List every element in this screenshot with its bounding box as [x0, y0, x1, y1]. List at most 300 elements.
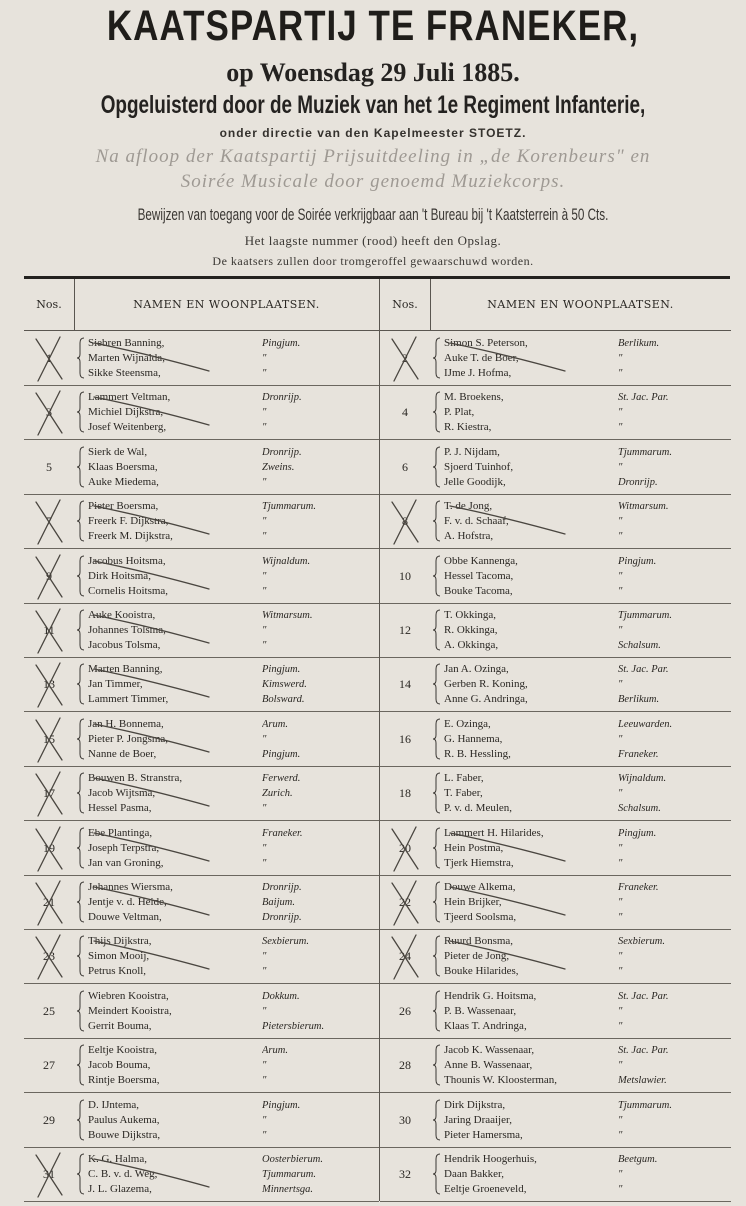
player-names — [88, 1043, 258, 1088]
player-names — [444, 499, 614, 544]
table-row — [380, 875, 731, 930]
player-name: Jacob Bouma, — [88, 1059, 151, 1072]
player-names — [444, 880, 614, 925]
player-name: D. IJntema, — [88, 1098, 140, 1111]
player-place: Tjummarum. — [618, 1099, 672, 1111]
player-names — [444, 934, 614, 979]
brace-icon — [76, 935, 86, 977]
player-places — [262, 336, 367, 381]
player-place: Dokkum. — [262, 990, 300, 1002]
player-name: A. Okkinga, — [444, 639, 499, 651]
players-table — [24, 276, 730, 1201]
player-name: Hessel Tacoma, — [444, 569, 514, 582]
player-name: Tjeerd Soolsma, — [444, 911, 517, 923]
player-name: M. Broekens, — [444, 391, 504, 404]
player-name: Auke Miedema, — [88, 475, 159, 488]
player-place: Pingjum. — [262, 748, 301, 760]
player-places — [618, 445, 723, 490]
player-name: Jan Timmer, — [88, 678, 143, 691]
player-place: Oosterbierum. — [262, 1154, 323, 1165]
player-place: " — [262, 1060, 267, 1072]
player-place: " — [262, 368, 267, 379]
player-name: Wiebren Kooistra, — [88, 989, 169, 1002]
player-places — [262, 499, 367, 544]
table-row — [24, 1093, 379, 1148]
brace-icon — [76, 881, 86, 923]
poster-title: KAATSPARTIJ TE FRANEKER, — [106, 2, 640, 50]
player-name: Ebe Plantinga, — [88, 826, 153, 839]
player-names — [88, 445, 258, 490]
player-place: Dronrijp. — [618, 476, 658, 488]
column-header-names: NAMEN EN WOONPLAATSEN. — [133, 298, 320, 311]
column-header-names: NAMEN EN WOONPLAATSEN. — [487, 298, 674, 311]
player-place: Sexbierum. — [618, 936, 665, 948]
player-place: Schalsum. — [618, 803, 661, 815]
brace-icon — [76, 718, 86, 760]
player-name: Klaas T. Andringa, — [444, 1019, 527, 1032]
player-place: " — [618, 733, 623, 745]
player-name: Bouke Tacoma, — [444, 584, 513, 597]
player-place: Arum. — [262, 1045, 288, 1057]
player-place: " — [262, 966, 267, 978]
right-column — [379, 279, 731, 1201]
brace-icon — [76, 1153, 86, 1195]
player-places — [618, 934, 723, 979]
player-name: Gerben R. Koning, — [444, 678, 528, 691]
player-place: " — [262, 733, 267, 745]
player-name: G. Hannema, — [444, 732, 503, 745]
player-name: T. de Jong, — [444, 500, 493, 513]
brace-icon — [432, 391, 442, 433]
player-place: " — [618, 966, 623, 978]
player-place: Zweins. — [262, 461, 295, 473]
table-row — [380, 603, 731, 658]
player-name: Douwe Alkema, — [444, 881, 516, 893]
brace-icon — [432, 881, 442, 923]
player-name: Johannes Tolsma, — [88, 624, 166, 636]
player-places — [618, 390, 723, 435]
player-places — [618, 1043, 723, 1088]
entry-number: 15 — [43, 731, 55, 746]
entry-number: 16 — [399, 731, 411, 746]
soiree-line: Soirée Musicale door genoemd Muziekcorps. — [180, 171, 566, 192]
player-name: Simon S. Peterson, — [444, 337, 528, 349]
player-places — [618, 1098, 723, 1143]
brace-icon — [432, 663, 442, 705]
player-place: " — [618, 422, 623, 434]
player-name: A. Hofstra, — [444, 530, 494, 543]
player-names — [88, 390, 258, 435]
player-name: Anne G. Andringa, — [444, 693, 528, 706]
entry-number: 22 — [399, 895, 411, 909]
entry-number: 12 — [399, 623, 411, 637]
entry-number: 9 — [46, 568, 52, 583]
player-place: Wijnaldum. — [262, 555, 311, 567]
player-name: Josef Weitenberg, — [88, 421, 167, 434]
player-place: " — [262, 407, 267, 419]
player-name: Jaring Draaijer, — [444, 1113, 512, 1126]
entry-number: 18 — [399, 786, 411, 801]
player-places — [262, 608, 367, 653]
player-places — [262, 445, 367, 490]
player-name: Rintje Boersma, — [88, 1074, 160, 1087]
table-row — [380, 657, 731, 712]
entry-number: 23 — [43, 949, 55, 964]
table-row — [24, 875, 379, 930]
player-name: P. v. d. Meulen, — [444, 802, 513, 815]
player-place: " — [618, 897, 623, 908]
brace-icon — [76, 609, 86, 651]
entry-number: 21 — [43, 895, 55, 909]
table-row — [380, 984, 731, 1039]
player-place: " — [262, 516, 267, 528]
player-name: Jan H. Bonnema, — [88, 717, 164, 730]
player-names — [88, 336, 258, 381]
player-name: Jan van Groning, — [88, 856, 164, 869]
player-name: Anne B. Wassenaar, — [444, 1059, 533, 1072]
entry-number: 31 — [43, 1167, 55, 1181]
entry-number: 20 — [399, 840, 411, 855]
player-place: " — [618, 353, 623, 364]
poster-header — [0, 0, 746, 272]
player-places — [262, 1098, 367, 1143]
tickets-line: Bewijzen van toegang voor de Soirée verkrijgbaar aan 't Bureau bij 't Kaatsterrein à 50 Cts. — [137, 205, 609, 224]
table-row — [380, 331, 731, 386]
player-place: " — [262, 1129, 267, 1141]
player-place: Baijum. — [262, 897, 295, 908]
player-name: Eeltje Kooistra, — [88, 1044, 158, 1057]
table-row — [380, 1093, 731, 1148]
player-names — [88, 771, 258, 816]
player-name: IJme J. Hofma, — [444, 367, 512, 379]
player-name: Auke Kooistra, — [88, 609, 156, 621]
player-name: Hendrik Hoogerhuis, — [444, 1153, 537, 1165]
player-name: P. Plat, — [444, 406, 475, 419]
entry-number: 10 — [399, 568, 411, 583]
player-place: Pingjum. — [262, 1099, 301, 1111]
player-name: R. Kiestra, — [444, 421, 492, 434]
player-places — [262, 717, 367, 762]
player-name: Lammert H. Hilarides, — [444, 826, 544, 839]
player-places — [262, 880, 367, 925]
warning-line: De kaatsers zullen door tromgeroffel gewaarschuwd worden. — [212, 254, 534, 268]
player-place: " — [618, 516, 623, 528]
entry-number: 5 — [46, 459, 52, 474]
player-place: " — [262, 857, 267, 869]
player-name: Tjerk Hiemstra, — [444, 856, 514, 869]
player-name: R. Okkinga, — [444, 624, 498, 636]
player-places — [618, 826, 723, 871]
player-place: Berlikum. — [618, 338, 660, 349]
table-row — [380, 549, 731, 604]
player-place: " — [262, 842, 267, 854]
table-row — [24, 1038, 379, 1093]
table-row — [24, 821, 379, 876]
player-name: Pieter Hamersma, — [444, 1128, 523, 1141]
player-name: Hendrik G. Hoitsma, — [444, 989, 537, 1002]
player-place: Witmarsum. — [618, 501, 669, 513]
entry-number: 19 — [43, 840, 55, 855]
player-places — [618, 662, 723, 707]
table-row — [24, 1147, 379, 1202]
player-name: Thounis W. Kloosterman, — [444, 1074, 558, 1087]
table-row — [24, 766, 379, 821]
player-place: " — [618, 679, 623, 691]
player-places — [262, 662, 367, 707]
player-place: " — [618, 857, 623, 869]
player-names — [444, 1043, 614, 1088]
player-place: Ferwerd. — [262, 773, 301, 785]
player-names — [88, 499, 258, 544]
table-row — [380, 1147, 731, 1202]
entry-number: 24 — [399, 949, 411, 964]
brace-icon — [432, 337, 442, 379]
player-names — [444, 554, 614, 599]
player-name: Freerk F. Dijkstra, — [88, 515, 169, 528]
player-place: " — [618, 407, 623, 419]
table-row — [24, 331, 379, 386]
player-name: Bouke Hilarides, — [444, 965, 519, 978]
player-place: " — [262, 531, 267, 543]
player-name: Klaas Boersma, — [88, 460, 158, 473]
player-name: T. Faber, — [444, 787, 483, 800]
entry-number: 28 — [399, 1058, 411, 1073]
player-name: Petrus Knoll, — [88, 965, 147, 978]
player-names — [444, 608, 614, 653]
player-place: Kimswerd. — [262, 679, 307, 691]
player-place: " — [262, 625, 267, 636]
player-names — [444, 989, 614, 1034]
player-place: Metslawier. — [618, 1075, 667, 1087]
player-names — [88, 1152, 258, 1197]
entry-number: 8 — [402, 514, 408, 529]
player-name: Douwe Veltman, — [88, 911, 162, 923]
table-row — [24, 603, 379, 658]
player-place: Dronrijp. — [262, 446, 302, 458]
player-place: " — [618, 1129, 623, 1141]
player-name: T. Okkinga, — [444, 609, 497, 621]
table-row — [380, 1038, 731, 1093]
player-place: " — [618, 1020, 623, 1032]
player-name: Simon Mooij, — [88, 950, 150, 963]
table-row — [380, 494, 731, 549]
player-place: " — [262, 640, 267, 651]
table-row — [380, 440, 731, 495]
player-place: " — [618, 531, 623, 543]
player-name: Pieter de Jong, — [444, 950, 510, 963]
player-place: " — [618, 1169, 623, 1180]
player-name: Bouwe Dijkstra, — [88, 1128, 161, 1141]
player-name: Jacobus Tolsma, — [88, 639, 161, 651]
player-place: " — [262, 476, 267, 488]
player-names — [444, 336, 614, 381]
music-line: Opgeluisterd door de Muziek van het 1e Regiment Infanterie, — [100, 90, 646, 119]
player-name: Marten Banning, — [88, 663, 163, 676]
player-name: F. v. d. Schaaf, — [444, 515, 509, 528]
player-places — [262, 390, 367, 435]
brace-icon — [76, 1044, 86, 1086]
player-place: St. Jac. Par. — [618, 990, 669, 1002]
brace-icon — [76, 1099, 86, 1141]
player-place: Zurich. — [262, 788, 293, 800]
player-place: " — [262, 353, 267, 364]
player-names — [444, 1152, 614, 1197]
player-names — [88, 1098, 258, 1143]
brace-icon — [432, 935, 442, 977]
brace-icon — [76, 827, 86, 869]
player-places — [262, 934, 367, 979]
brace-icon — [76, 446, 86, 488]
player-places — [618, 608, 723, 653]
player-name: Auke T. de Boer, — [444, 352, 519, 364]
player-place: " — [618, 1184, 623, 1195]
player-place: " — [618, 570, 623, 582]
player-place: " — [618, 1060, 623, 1072]
player-places — [618, 880, 723, 925]
event-date: op Woensdag 29 Juli 1885. — [226, 58, 520, 87]
entry-number: 2 — [402, 351, 408, 365]
entry-number: 11 — [43, 623, 55, 637]
entry-number: 3 — [46, 405, 52, 420]
player-place: " — [618, 368, 623, 379]
brace-icon — [432, 609, 442, 651]
player-place: " — [262, 803, 267, 815]
player-place: Pietersbierum. — [262, 1020, 325, 1032]
player-places — [618, 554, 723, 599]
player-places — [618, 1152, 723, 1197]
entry-number: 7 — [46, 514, 52, 529]
player-names — [444, 445, 614, 490]
player-place: " — [262, 585, 267, 597]
player-place: Bolsward. — [262, 694, 305, 706]
entry-number: 14 — [399, 677, 411, 692]
brace-icon — [432, 500, 442, 542]
brace-icon — [76, 990, 86, 1032]
prize-line: Na afloop der Kaatspartij Prijsuitdeeling in „de Korenbeurs" en — [95, 146, 651, 167]
player-places — [618, 717, 723, 762]
player-name: Jacob K. Wassenaar, — [444, 1044, 535, 1057]
player-name: Siebren Banning, — [88, 337, 165, 349]
player-name: Eeltje Groeneveld, — [444, 1183, 527, 1195]
player-place: " — [262, 1075, 267, 1087]
player-name: J. L. Glazema, — [88, 1183, 152, 1195]
player-place: Wijnaldum. — [618, 773, 667, 785]
player-names — [444, 771, 614, 816]
player-place: Witmarsum. — [262, 610, 313, 621]
player-place: Leeuwarden. — [618, 718, 673, 730]
player-name: Daan Bakker, — [444, 1168, 505, 1180]
player-name: P. B. Wassenaar, — [444, 1004, 517, 1017]
entry-number: 32 — [399, 1167, 411, 1181]
player-name: Johannes Wiersma, — [88, 881, 173, 893]
left-column — [24, 279, 379, 1201]
table-row — [24, 549, 379, 604]
player-names — [88, 934, 258, 979]
player-place: " — [618, 585, 623, 597]
player-place: Arum. — [262, 718, 288, 730]
player-name: Sikke Steensma, — [88, 367, 161, 379]
player-places — [262, 826, 367, 871]
player-name: C. B. v. d. Weg, — [88, 1168, 158, 1180]
player-name: Lammert Timmer, — [88, 693, 169, 706]
table-row — [24, 929, 379, 984]
table-row — [24, 984, 379, 1039]
player-place: " — [262, 570, 267, 582]
player-name: Obbe Kannenga, — [444, 554, 518, 567]
player-place: Dronrijp. — [262, 912, 302, 923]
player-places — [618, 499, 723, 544]
player-place: Pingjum. — [262, 664, 301, 676]
player-place: " — [618, 912, 623, 923]
player-name: Bouwen B. Stranstra, — [88, 772, 183, 785]
table-header-right — [380, 279, 731, 331]
player-place: " — [618, 461, 623, 473]
player-place: " — [262, 1114, 267, 1126]
player-places — [618, 771, 723, 816]
player-name: Jacob Wijtsma, — [88, 787, 156, 800]
player-name: E. Ozinga, — [444, 717, 491, 730]
brace-icon — [432, 446, 442, 488]
player-names — [444, 662, 614, 707]
player-places — [262, 771, 367, 816]
player-place: " — [618, 1114, 623, 1126]
player-name: Hein Postma, — [444, 841, 504, 854]
player-place: Pingjum. — [618, 555, 657, 567]
player-name: Hein Brijker, — [444, 896, 502, 908]
player-names — [444, 717, 614, 762]
entry-number: 4 — [402, 405, 408, 420]
player-names — [88, 826, 258, 871]
brace-icon — [432, 1099, 442, 1141]
brace-icon — [76, 555, 86, 597]
player-names — [88, 880, 258, 925]
entry-number: 6 — [402, 459, 408, 474]
player-name: R. B. Hessling, — [444, 747, 511, 760]
brace-icon — [432, 827, 442, 869]
player-name: Sierk de Wal, — [88, 445, 148, 458]
player-place: Franeker. — [618, 748, 659, 760]
player-name: Jacobus Hoitsma, — [88, 554, 166, 567]
brace-icon — [432, 990, 442, 1032]
player-names — [88, 989, 258, 1034]
table-row — [24, 440, 379, 495]
table-row — [380, 766, 731, 821]
entry-number: 1 — [46, 351, 52, 365]
table-row — [24, 494, 379, 549]
player-place: Dronrijp. — [262, 392, 302, 404]
brace-icon — [76, 337, 86, 379]
player-place: " — [262, 422, 267, 434]
table-row — [380, 929, 731, 984]
player-name: Jelle Goodijk, — [444, 475, 506, 488]
table-row — [24, 657, 379, 712]
brace-icon — [432, 1153, 442, 1195]
player-name: Thijs Dijkstra, — [88, 935, 152, 948]
entry-number: 29 — [43, 1112, 55, 1127]
brace-icon — [76, 772, 86, 814]
player-name: Nanne de Boer, — [88, 747, 157, 760]
player-name: Paulus Aukema, — [88, 1113, 160, 1126]
player-names — [444, 390, 614, 435]
player-place: Tjummarum. — [618, 446, 672, 458]
player-place: " — [618, 788, 623, 800]
column-header-nos: Nos. — [380, 279, 431, 330]
player-place: Schalsum. — [618, 640, 661, 651]
player-place: Pingjum. — [262, 338, 301, 349]
player-place: Beetgum. — [618, 1154, 658, 1165]
player-places — [262, 1152, 367, 1197]
player-place: " — [618, 625, 623, 636]
